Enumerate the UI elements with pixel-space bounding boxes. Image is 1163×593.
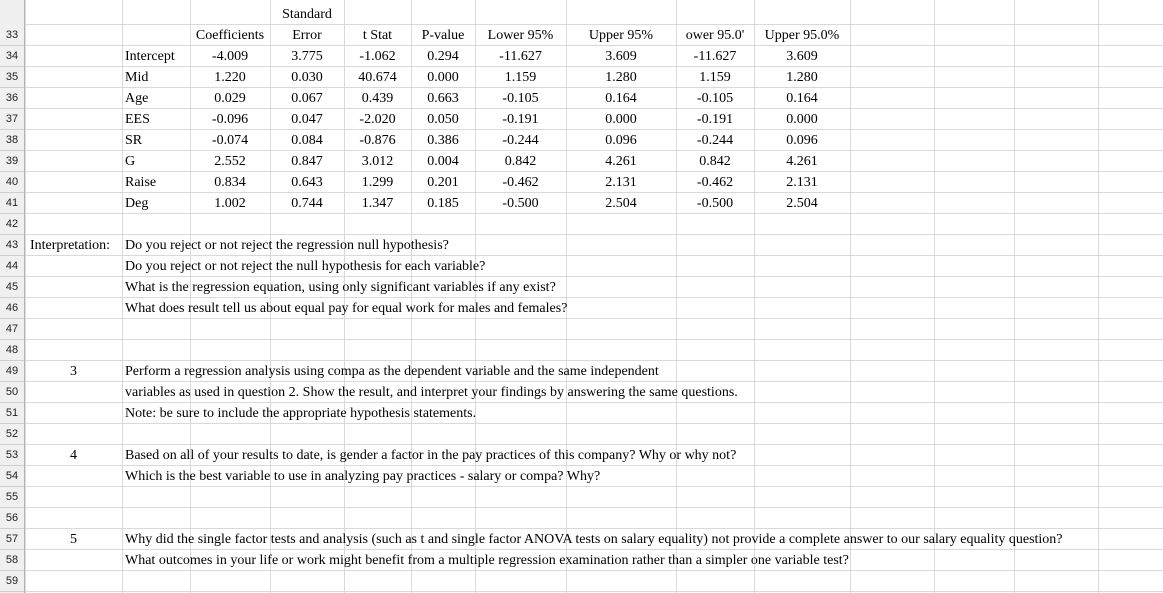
regression-column-header: ower 95.0'	[685, 28, 745, 43]
regression-value-cell: 1.220	[214, 70, 246, 85]
regression-value-cell: 0.842	[699, 154, 731, 169]
row-number[interactable]: 47	[0, 319, 24, 340]
regression-value-cell: 4.261	[605, 154, 637, 169]
regression-value-cell: 0.047	[291, 112, 323, 127]
regression-value-cell: -0.500	[502, 196, 539, 211]
question-text-line: Based on all of your results to date, is gender a factor in the pay practices of this company? Why or why not?	[125, 448, 737, 463]
regression-value-cell: 3.609	[605, 49, 637, 64]
regression-value-cell: -4.009	[211, 49, 249, 64]
regression-value-cell: -0.244	[502, 133, 539, 148]
interpretation-label: Interpretation:	[30, 238, 111, 253]
row-number[interactable]: 51	[0, 403, 24, 424]
regression-value-cell: 1.280	[786, 70, 818, 85]
regression-value-cell: -1.062	[359, 49, 396, 64]
regression-value-cell: 2.504	[786, 196, 818, 211]
regression-column-header: Lower 95%	[487, 28, 554, 43]
row-header-column[interactable]	[0, 0, 25, 593]
row-number[interactable]: 34	[0, 46, 24, 67]
row-number[interactable]: 54	[0, 466, 24, 487]
regression-value-cell: -0.876	[359, 133, 396, 148]
row-number[interactable]: 39	[0, 151, 24, 172]
regression-value-cell: -0.191	[502, 112, 539, 127]
regression-row-label: Age	[125, 91, 149, 106]
regression-value-cell: -0.105	[696, 91, 734, 106]
regression-value-cell: 0.847	[291, 154, 323, 169]
row-number[interactable]: 53	[0, 445, 24, 466]
regression-value-cell: 0.185	[427, 196, 459, 211]
regression-value-cell: 0.294	[427, 49, 459, 64]
question-number: 3	[70, 364, 77, 379]
question-text-line: variables as used in question 2. Show the result, and interpret your findings by answering the same questions.	[125, 385, 738, 400]
regression-value-cell: 1.002	[214, 196, 246, 211]
regression-value-cell: 0.000	[786, 112, 818, 127]
row-number[interactable]: 41	[0, 193, 24, 214]
regression-value-cell: -0.462	[502, 175, 539, 190]
regression-value-cell: 0.164	[786, 91, 818, 106]
row-number[interactable]: 45	[0, 277, 24, 298]
regression-value-cell: 1.159	[699, 70, 731, 85]
regression-value-cell: 3.775	[291, 49, 323, 64]
header-standard: Standard	[282, 7, 332, 22]
interpretation-question: What does result tell us about equal pay for equal work for males and females?	[125, 301, 568, 316]
question-number: 5	[70, 532, 77, 547]
regression-row-label: Intercept	[125, 49, 175, 64]
regression-row-label: Mid	[125, 70, 149, 85]
row-number[interactable]: 42	[0, 214, 24, 235]
gridline-horizontal	[25, 591, 1163, 592]
regression-column-header: Upper 95%	[588, 28, 654, 43]
regression-value-cell: 3.012	[361, 154, 394, 169]
regression-value-cell: 0.084	[291, 133, 323, 148]
regression-value-cell: 0.842	[504, 154, 537, 169]
regression-value-cell: 2.504	[605, 196, 637, 211]
regression-value-cell: 0.029	[214, 91, 246, 106]
row-number[interactable]: 44	[0, 256, 24, 277]
row-number[interactable]: 48	[0, 340, 24, 361]
regression-column-header: t Stat	[362, 28, 393, 43]
regression-value-cell: -2.020	[359, 112, 396, 127]
regression-value-cell: -0.244	[696, 133, 734, 148]
regression-value-cell: -0.191	[696, 112, 734, 127]
row-number[interactable]: 36	[0, 88, 24, 109]
regression-value-cell: 2.131	[605, 175, 637, 190]
regression-row-label: G	[125, 154, 136, 169]
regression-value-cell: 0.164	[605, 91, 637, 106]
row-number[interactable]: 56	[0, 508, 24, 529]
regression-value-cell: 0.744	[291, 196, 323, 211]
question-text-line: What outcomes in your life or work might benefit from a multiple regression examination rather than a simpler one variable test?	[125, 553, 849, 568]
regression-value-cell: 2.131	[786, 175, 818, 190]
regression-value-cell: -0.462	[696, 175, 734, 190]
row-number[interactable]: 50	[0, 382, 24, 403]
regression-value-cell: 0.834	[214, 175, 246, 190]
row-number[interactable]: 35	[0, 67, 24, 88]
regression-value-cell: 4.261	[786, 154, 818, 169]
regression-value-cell: 1.280	[605, 70, 637, 85]
row-number[interactable]: 38	[0, 130, 24, 151]
gridline-horizontal	[25, 507, 1163, 508]
regression-value-cell: 0.050	[427, 112, 459, 127]
regression-value-cell: -0.105	[502, 91, 539, 106]
row-number[interactable]: 46	[0, 298, 24, 319]
regression-value-cell: 2.552	[214, 154, 246, 169]
regression-value-cell: 0.439	[361, 91, 394, 106]
regression-value-cell: 0.386	[427, 133, 459, 148]
regression-column-header: P-value	[421, 28, 465, 43]
row-number[interactable]: 58	[0, 550, 24, 571]
regression-value-cell: 0.067	[291, 91, 323, 106]
regression-column-header: Coefficients	[195, 28, 265, 43]
question-text-line: Why did the single factor tests and analysis (such as t and single factor ANOVA tests on salary equality) not provide a complete answer to our salary equality question?	[125, 532, 1063, 547]
row-number[interactable]: 49	[0, 361, 24, 382]
regression-value-cell: 0.643	[291, 175, 323, 190]
regression-value-cell: 0.201	[427, 175, 459, 190]
regression-value-cell: -0.096	[211, 112, 249, 127]
question-number: 4	[70, 448, 77, 463]
regression-value-cell: 40.674	[358, 70, 397, 85]
regression-value-cell: 0.000	[427, 70, 459, 85]
interpretation-question: Do you reject or not reject the null hypothesis for each variable?	[125, 259, 486, 274]
regression-value-cell: -11.627	[499, 49, 542, 64]
row-number[interactable]: 33	[0, 25, 24, 46]
regression-row-label: EES	[125, 112, 150, 127]
row-number[interactable]: 55	[0, 487, 24, 508]
interpretation-question: What is the regression equation, using only significant variables if any exist?	[125, 280, 556, 295]
regression-value-cell: 3.609	[786, 49, 818, 64]
regression-column-header: Error	[292, 28, 322, 43]
row-number[interactable]: 59	[0, 571, 24, 592]
regression-value-cell: -11.627	[693, 49, 737, 64]
row-number[interactable]: 40	[0, 172, 24, 193]
regression-row-label: SR	[125, 133, 143, 148]
regression-row-label: Raise	[125, 175, 157, 190]
regression-value-cell: -0.074	[211, 133, 249, 148]
question-text-line: Note: be sure to include the appropriate hypothesis statements.	[125, 406, 477, 421]
question-text-line: Perform a regression analysis using compa as the dependent variable and the same independent	[125, 364, 659, 379]
regression-column-header: Upper 95.0%	[764, 28, 840, 43]
regression-row-label: Deg	[125, 196, 149, 211]
regression-value-cell: 0.004	[427, 154, 459, 169]
regression-value-cell: 1.159	[504, 70, 537, 85]
regression-value-cell: 0.000	[605, 112, 637, 127]
question-text-line: Which is the best variable to use in analyzing pay practices - salary or compa? Why?	[125, 469, 601, 484]
regression-value-cell: -0.500	[696, 196, 734, 211]
regression-value-cell: 0.030	[291, 70, 323, 85]
regression-value-cell: 0.096	[786, 133, 818, 148]
row-number[interactable]: 37	[0, 109, 24, 130]
regression-value-cell: 0.096	[605, 133, 637, 148]
regression-value-cell: 1.299	[361, 175, 394, 190]
regression-value-cell: 1.347	[361, 196, 394, 211]
gridline-horizontal	[25, 339, 1163, 340]
regression-value-cell: 0.663	[427, 91, 459, 106]
row-number[interactable]: 57	[0, 529, 24, 550]
row-number[interactable]: 52	[0, 424, 24, 445]
interpretation-question: Do you reject or not reject the regression null hypothesis?	[125, 238, 449, 253]
row-number[interactable]: 43	[0, 235, 24, 256]
